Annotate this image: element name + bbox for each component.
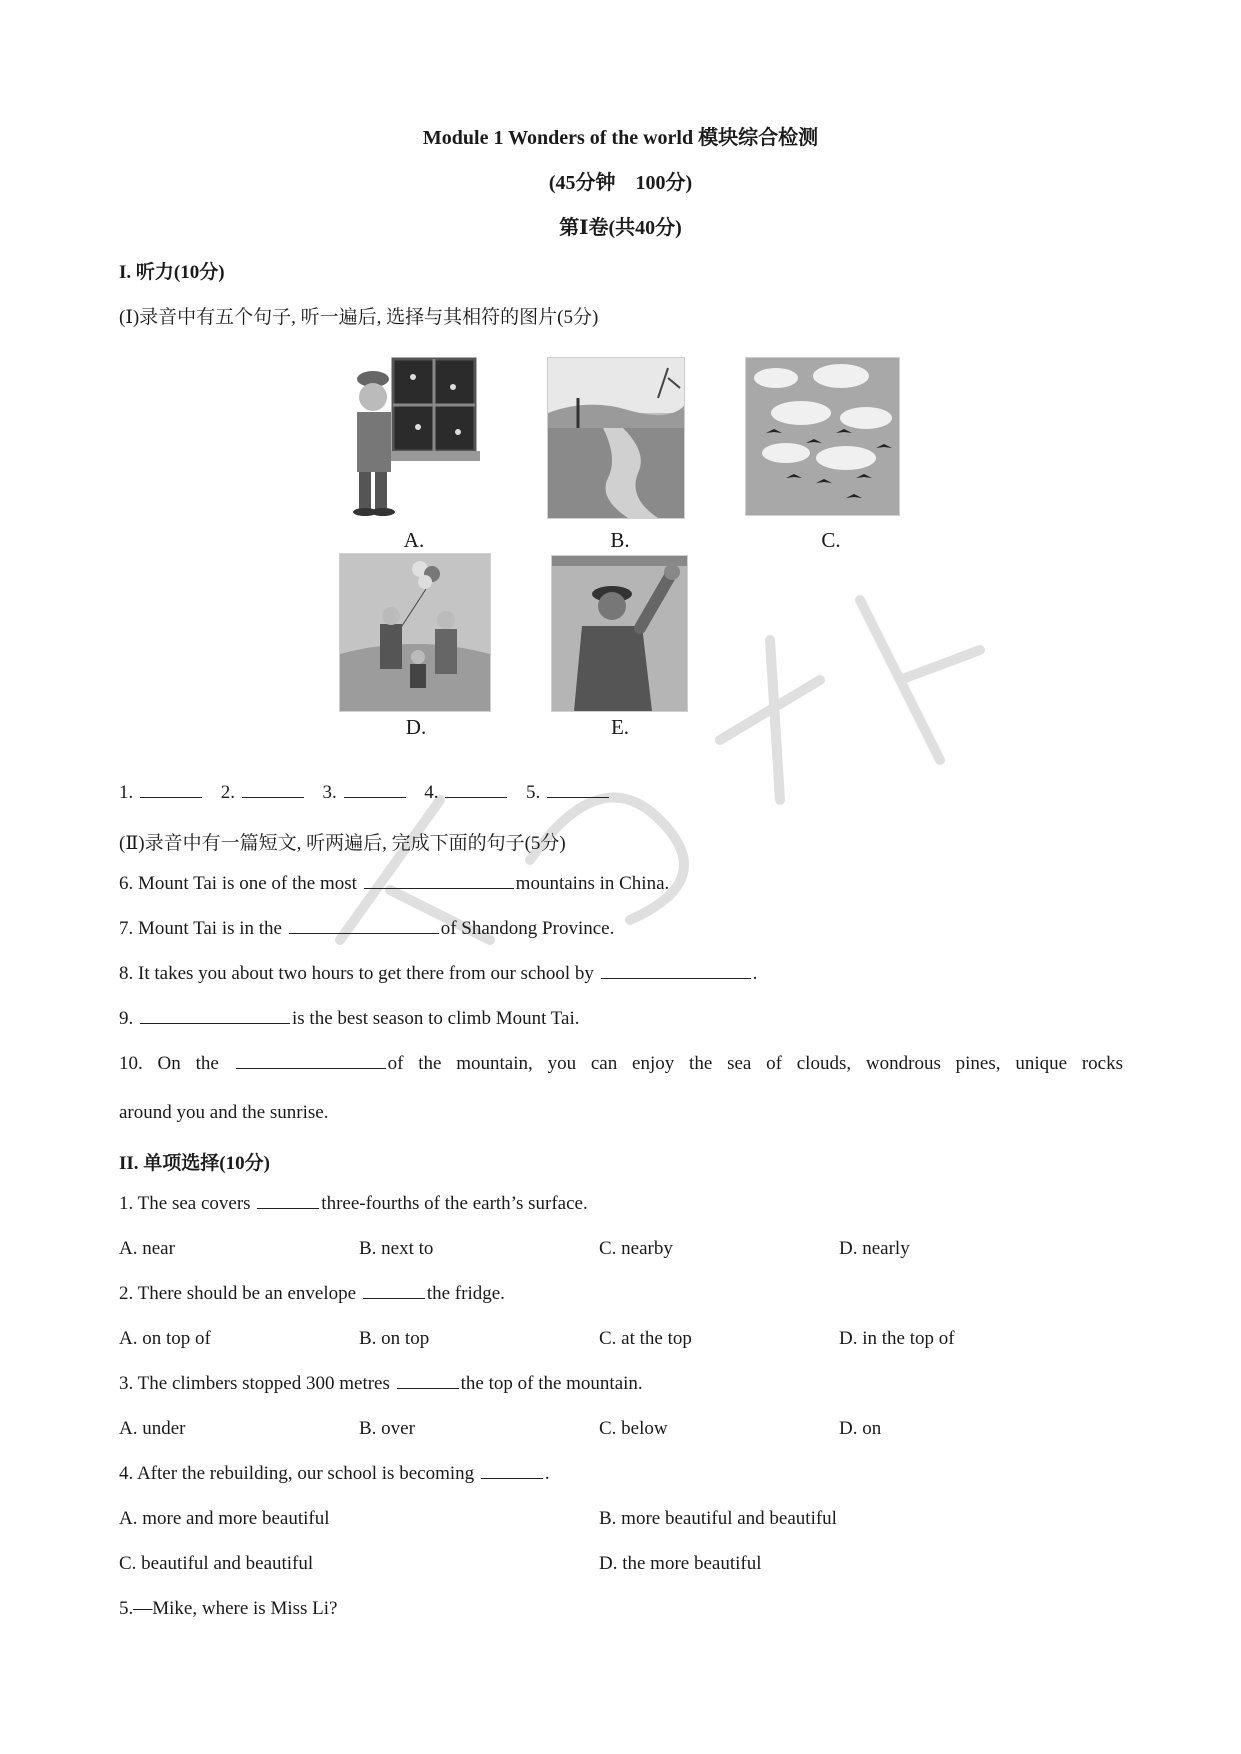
question-text: rocks bbox=[1081, 1053, 1123, 1074]
picture-label-d: D. bbox=[405, 715, 427, 739]
question-text: sea bbox=[727, 1053, 752, 1074]
soldier-waving-picture bbox=[551, 555, 688, 712]
question-text: the bbox=[418, 1053, 442, 1074]
question-text: . bbox=[544, 1463, 550, 1484]
mc-question-2-blank[interactable] bbox=[363, 1297, 425, 1299]
question-text: 6. Mount Tai is one of the most bbox=[119, 873, 362, 894]
question-text: 4. After the rebuilding, our school is becoming bbox=[119, 1463, 479, 1484]
answer-label: 5. bbox=[526, 782, 541, 803]
question-8-blank[interactable] bbox=[601, 977, 751, 979]
question-6 bbox=[119, 873, 669, 895]
question-text: clouds, bbox=[796, 1053, 852, 1074]
answer-label: 1. bbox=[119, 782, 134, 803]
question-text: the bbox=[195, 1053, 219, 1074]
mc2-option-c[interactable]: C. at the top bbox=[599, 1328, 692, 1349]
picture-label-c: C. bbox=[821, 528, 841, 552]
question-text: of bbox=[387, 1053, 404, 1074]
part1-instruction: (Ⅰ)录音中有五个句子, 听一遍后, 选择与其相符的图片(5分) bbox=[119, 307, 599, 328]
page-title: Module 1 Wonders of the world 模块综合检测 bbox=[422, 127, 819, 149]
question-text: 8. It takes you about two hours to get there from our school by bbox=[119, 963, 599, 984]
question-10-line2: around you and the sunrise. bbox=[119, 1102, 329, 1123]
mc-question-2 bbox=[119, 1283, 505, 1305]
question-text: mountains in China. bbox=[515, 873, 670, 894]
picture-label-e: E. bbox=[610, 715, 630, 739]
mc1-option-c[interactable]: C. nearby bbox=[599, 1238, 673, 1259]
question-text: . bbox=[752, 963, 758, 984]
question-text: 1. The sea covers bbox=[119, 1193, 256, 1214]
family-with-balloons-picture bbox=[339, 553, 491, 712]
question-text: 9. bbox=[119, 1008, 138, 1029]
volume-heading: 第Ⅰ卷(共40分) bbox=[559, 217, 682, 239]
mc3-option-d[interactable]: D. on bbox=[839, 1418, 882, 1439]
time-and-score: (45分钟 100分) bbox=[548, 172, 693, 194]
section-choice-heading: II. 单项选择(10分) bbox=[119, 1153, 270, 1174]
question-text: is the best season to climb Mount Tai. bbox=[292, 1008, 580, 1029]
question-text: 10. bbox=[119, 1053, 143, 1074]
mc1-option-d[interactable]: D. nearly bbox=[839, 1238, 910, 1259]
mc-question-5: 5.—Mike, where is Miss Li? bbox=[119, 1598, 338, 1619]
mc-question-1 bbox=[119, 1193, 588, 1215]
mc1-option-a[interactable]: A. near bbox=[119, 1238, 175, 1259]
picture-label-b: B. bbox=[610, 528, 630, 552]
mc-question-3 bbox=[119, 1373, 643, 1395]
mc2-option-d[interactable]: D. in the top of bbox=[839, 1328, 955, 1349]
mc3-option-b[interactable]: B. over bbox=[359, 1418, 415, 1439]
mc-question-4-blank[interactable] bbox=[481, 1477, 543, 1479]
mc-question-4 bbox=[119, 1463, 550, 1485]
question-text: you bbox=[547, 1053, 577, 1074]
question-text: wondrous bbox=[865, 1053, 941, 1074]
man-at-window-picture bbox=[343, 357, 480, 517]
question-text: the bbox=[689, 1053, 713, 1074]
question-7-blank[interactable] bbox=[289, 932, 439, 934]
mc3-option-a[interactable]: A. under bbox=[119, 1418, 186, 1439]
mc4-option-b[interactable]: B. more beautiful and beautiful bbox=[599, 1508, 837, 1529]
mc3-option-c[interactable]: C. below bbox=[599, 1418, 668, 1439]
answer-blank-4[interactable] bbox=[445, 796, 507, 798]
picture-label-a: A. bbox=[403, 528, 425, 552]
section-listening-heading: I. 听力(10分) bbox=[119, 262, 225, 283]
mc2-option-a[interactable]: A. on top of bbox=[119, 1328, 211, 1349]
answer-blank-1[interactable] bbox=[140, 796, 202, 798]
question-text: 2. There should be an envelope bbox=[119, 1283, 361, 1304]
question-10-line1 bbox=[119, 1053, 1123, 1075]
question-text: unique bbox=[1015, 1053, 1068, 1074]
mc2-option-b[interactable]: B. on top bbox=[359, 1328, 430, 1349]
question-9-blank[interactable] bbox=[140, 1022, 290, 1024]
answer-blank-5[interactable] bbox=[547, 796, 609, 798]
question-text: the top of the mountain. bbox=[460, 1373, 643, 1394]
question-8 bbox=[119, 963, 757, 985]
birds-and-clouds-picture bbox=[745, 357, 900, 516]
question-9 bbox=[119, 1008, 580, 1030]
answer-label: 3. bbox=[322, 782, 337, 803]
mc4-option-a[interactable]: A. more and more beautiful bbox=[119, 1508, 330, 1529]
question-text: enjoy bbox=[632, 1053, 675, 1074]
mc1-option-b[interactable]: B. next to bbox=[359, 1238, 434, 1259]
mc4-option-d[interactable]: D. the more beautiful bbox=[599, 1553, 762, 1574]
part2-instruction: (Ⅱ)录音中有一篇短文, 听两遍后, 完成下面的句子(5分) bbox=[119, 833, 566, 854]
question-text: the fridge. bbox=[426, 1283, 505, 1304]
question-text: pines, bbox=[955, 1053, 1001, 1074]
mc4-option-c[interactable]: C. beautiful and beautiful bbox=[119, 1553, 314, 1574]
listening-answer-blanks bbox=[119, 782, 611, 804]
question-text: On bbox=[157, 1053, 181, 1074]
answer-blank-3[interactable] bbox=[344, 796, 406, 798]
mc-question-1-blank[interactable] bbox=[257, 1207, 319, 1209]
question-text: 7. Mount Tai is in the bbox=[119, 918, 287, 939]
question-10-blank[interactable] bbox=[236, 1067, 386, 1069]
question-text: can bbox=[590, 1053, 618, 1074]
answer-label: 2. bbox=[220, 782, 235, 803]
question-text: of bbox=[766, 1053, 782, 1074]
answer-label: 4. bbox=[424, 782, 439, 803]
question-6-blank[interactable] bbox=[364, 887, 514, 889]
question-text: of Shandong Province. bbox=[440, 918, 615, 939]
question-text: three-fourths of the earth’s surface. bbox=[321, 1193, 588, 1214]
river-landscape-picture bbox=[547, 357, 685, 519]
question-text: mountain, bbox=[456, 1053, 533, 1074]
question-text: 3. The climbers stopped 300 metres bbox=[119, 1373, 395, 1394]
answer-blank-2[interactable] bbox=[242, 796, 304, 798]
question-7 bbox=[119, 918, 614, 940]
mc-question-3-blank[interactable] bbox=[397, 1387, 459, 1389]
